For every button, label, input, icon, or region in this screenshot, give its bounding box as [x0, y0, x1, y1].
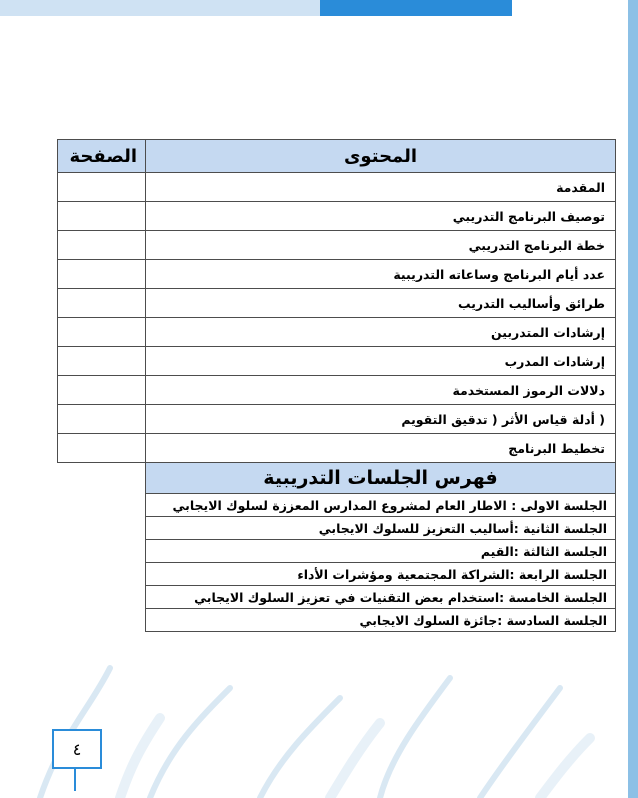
session-row: [58, 540, 616, 563]
session-spacer: [58, 609, 146, 632]
toc-page-cell: [58, 376, 146, 405]
page-column-header: الصفحة: [58, 140, 146, 173]
session-row: [58, 494, 616, 517]
toc-entry: إرشادات المتدربين: [146, 318, 616, 347]
table-row: [58, 202, 616, 231]
table-row: [58, 318, 616, 347]
table-of-contents: [57, 139, 616, 632]
top-bar-light: [0, 0, 320, 16]
session-row: [58, 563, 616, 586]
table-row: [58, 434, 616, 463]
toc-entry: إرشادات المدرب: [146, 347, 616, 376]
table-row: [58, 347, 616, 376]
table-row: [58, 173, 616, 202]
session-row: [58, 517, 616, 540]
session-entry: الجلسة الاولى : الاطار العام لمشروع المدارس المعززة لسلوك الايجابي: [146, 494, 616, 517]
session-row: [58, 609, 616, 632]
session-entry: الجلسة الخامسة :استخدام بعض التقنيات في تعزيز السلوك الايجابي: [146, 586, 616, 609]
toc-page-cell: [58, 231, 146, 260]
toc-entry: دلالات الرموز المستخدمة: [146, 376, 616, 405]
content-column-header: المحتوى: [146, 140, 616, 173]
toc-page-cell: [58, 405, 146, 434]
toc-page-cell: [58, 289, 146, 318]
toc-entry: المقدمة: [146, 173, 616, 202]
session-entry: الجلسة السادسة :جائزة السلوك الايجابي: [146, 609, 616, 632]
session-entry: الجلسة الرابعة :الشراكة المجتمعية ومؤشرات الأداء: [146, 563, 616, 586]
toc-header-row: [58, 140, 616, 173]
toc-entry: توصيف البرنامج التدريبي: [146, 202, 616, 231]
session-spacer: [58, 517, 146, 540]
toc-entry: ( أدلة قياس الأثر ( تدقيق التقويم: [146, 405, 616, 434]
top-bar-dark: [320, 0, 512, 16]
table-row: [58, 376, 616, 405]
table-row: [58, 289, 616, 318]
toc-page-cell: [58, 347, 146, 376]
toc-entry: خطة البرنامج التدريبي: [146, 231, 616, 260]
toc-entry: عدد أيام البرنامج وساعاته التدريبية: [146, 260, 616, 289]
table-row: [58, 231, 616, 260]
session-entry: الجلسة الثانية :أساليب التعزيز للسلوك الايجابي: [146, 517, 616, 540]
toc-entry: تخطيط البرنامج: [146, 434, 616, 463]
toc-page-cell: [58, 318, 146, 347]
session-entry: الجلسة الثالثة :القيم: [146, 540, 616, 563]
session-row: [58, 586, 616, 609]
toc-entry: طرائق وأساليب التدريب: [146, 289, 616, 318]
session-spacer: [58, 494, 146, 517]
toc-page-cell: [58, 260, 146, 289]
session-spacer: [58, 586, 146, 609]
table-row: [58, 260, 616, 289]
sessions-title: فهرس الجلسات التدريبية: [146, 463, 616, 494]
sessions-section-header: [58, 463, 616, 494]
sessions-title-spacer: [58, 463, 146, 494]
page-number: ٤: [52, 729, 102, 769]
session-spacer: [58, 563, 146, 586]
toc-page-cell: [58, 434, 146, 463]
table-row: [58, 405, 616, 434]
decorative-calligraphy-watermark: [0, 648, 638, 798]
session-spacer: [58, 540, 146, 563]
page-number-connector: [74, 767, 76, 791]
toc-page-cell: [58, 173, 146, 202]
toc-page-cell: [58, 202, 146, 231]
